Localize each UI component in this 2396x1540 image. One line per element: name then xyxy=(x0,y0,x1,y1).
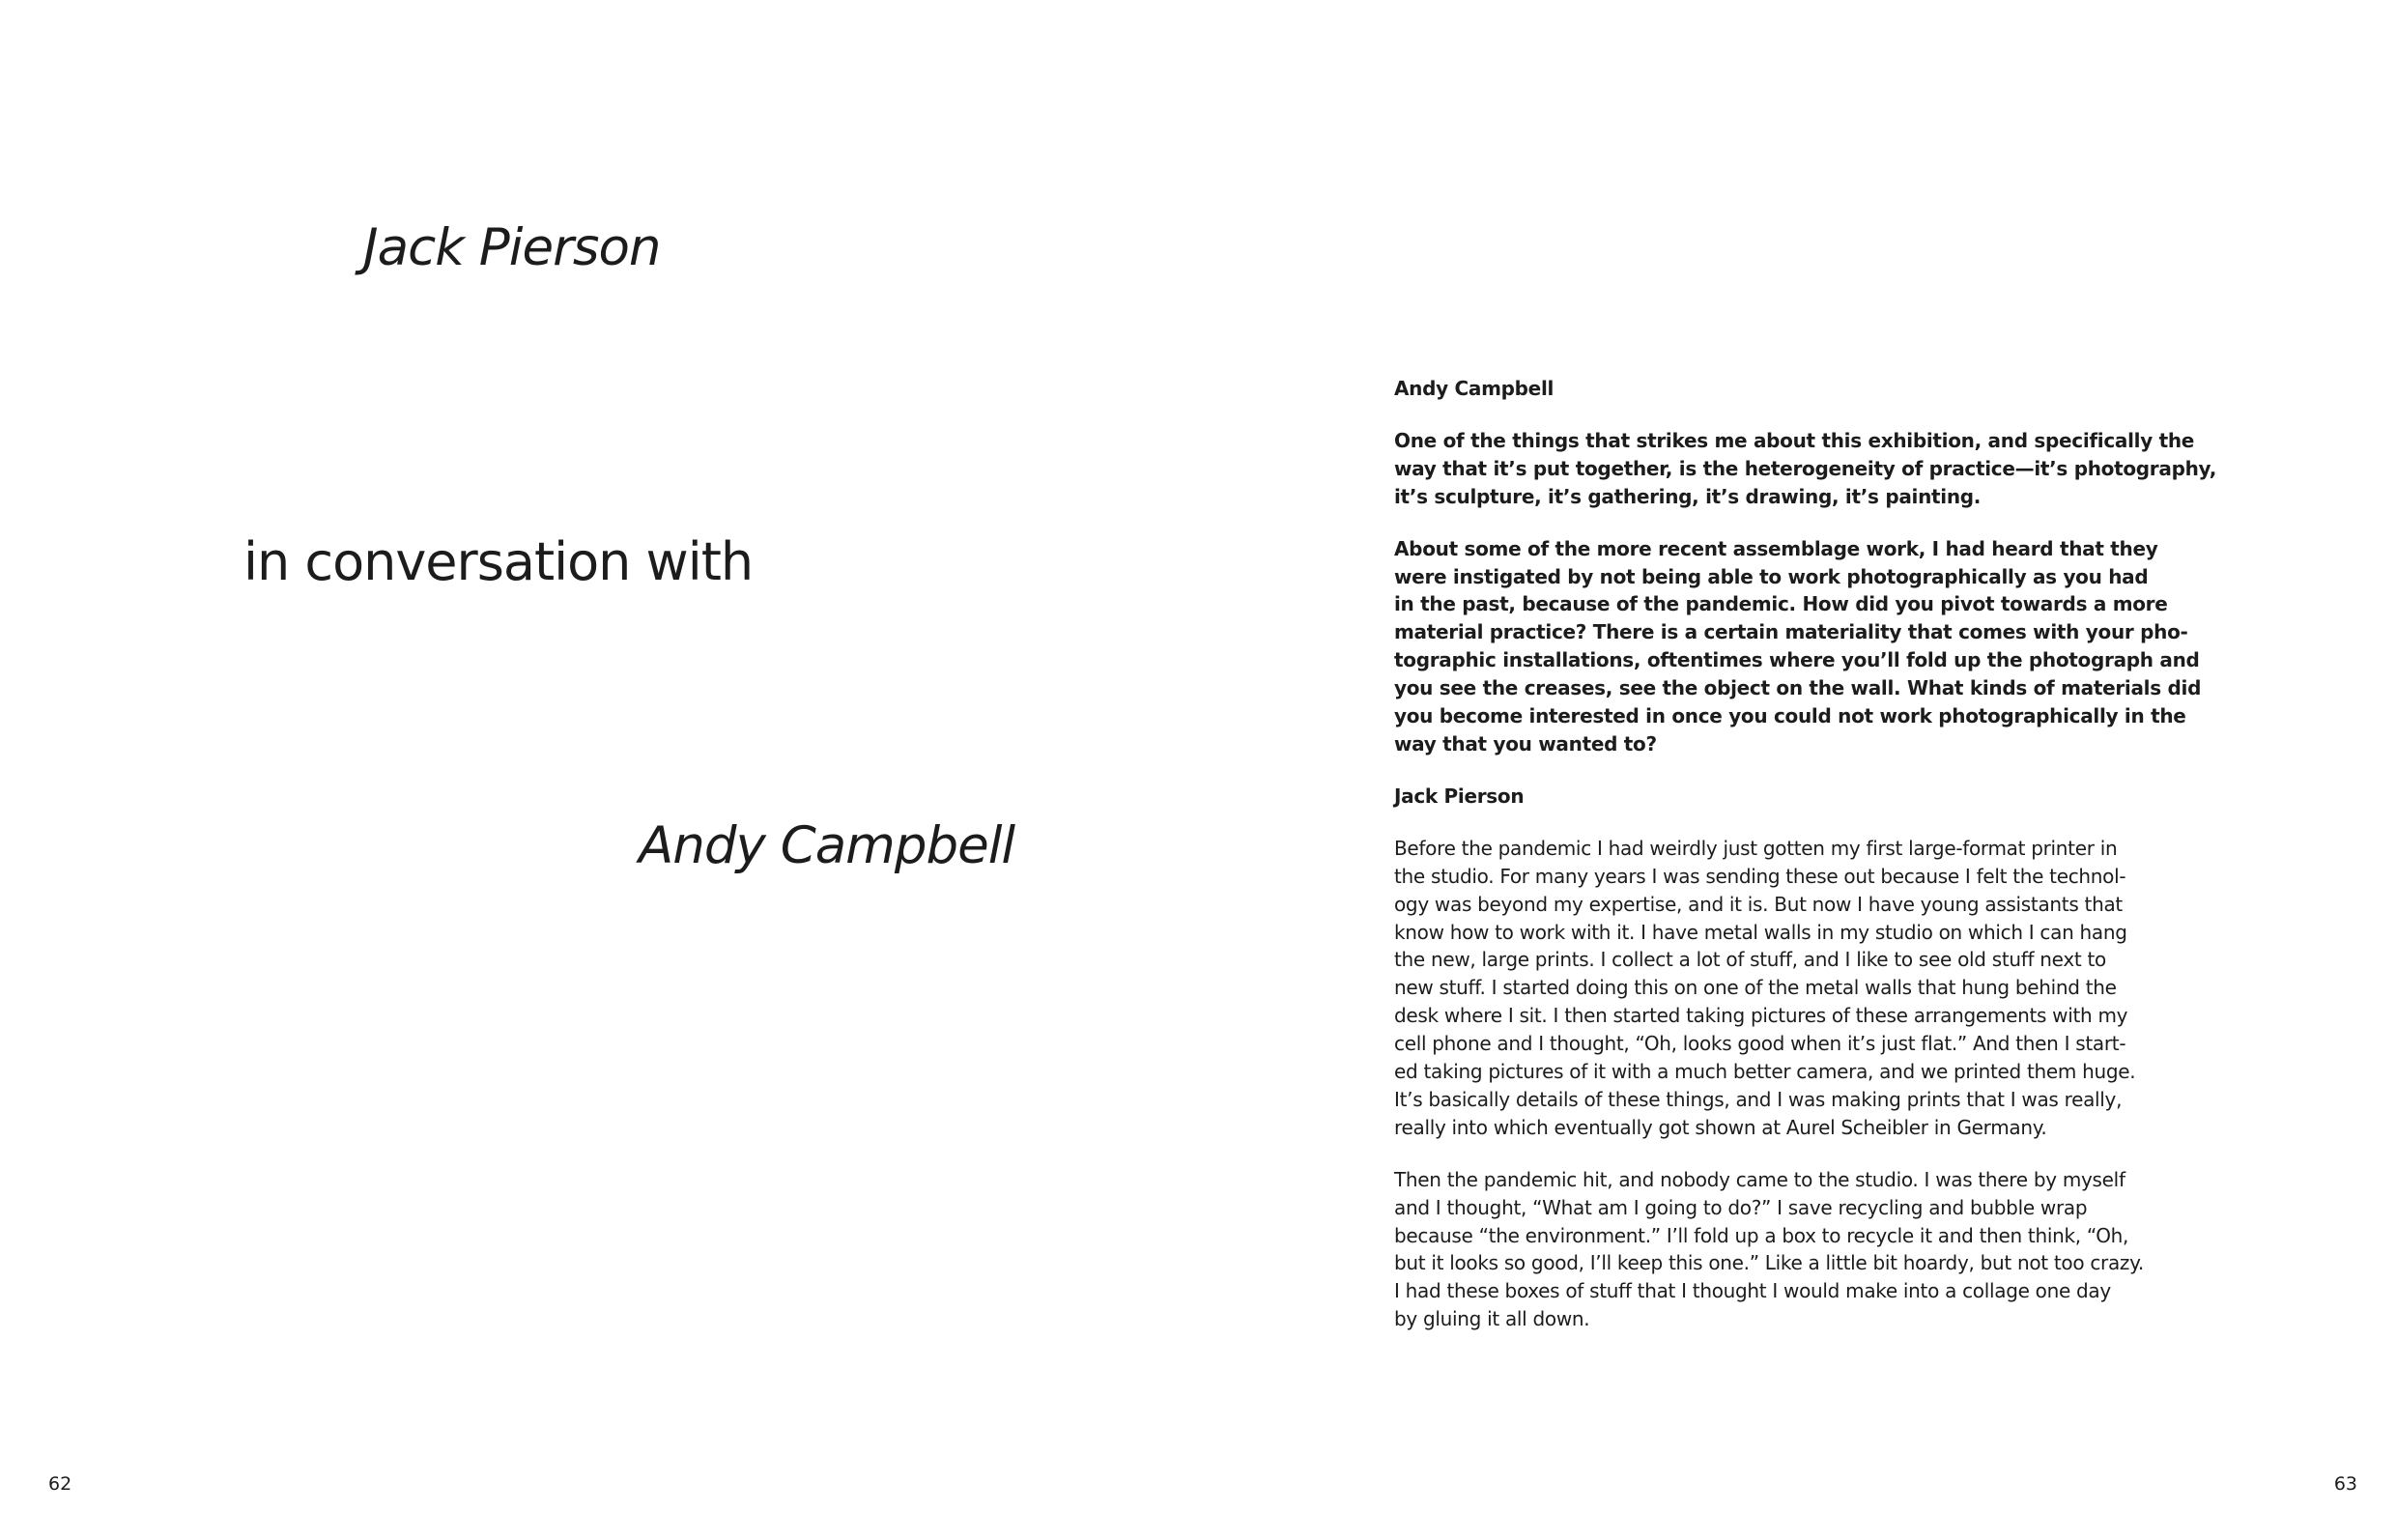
text-line: ogy was beyond my expertise, and it is. But now I have young assistants that xyxy=(1394,892,2123,916)
text-line: About some of the more recent assemblage work, I had heard that they xyxy=(1394,536,2158,560)
text-line: It’s basically details of these things, and I was making prints that I was really, xyxy=(1394,1087,2123,1111)
text-line: Then the pandemic hit, and nobody came to the studio. I was there by myself xyxy=(1394,1167,2125,1191)
title-connector: in conversation with xyxy=(243,531,754,592)
text-line: tographic installations, oftentimes where you’ll fold up the photograph and xyxy=(1394,648,2200,672)
interview-paragraph xyxy=(1394,835,2136,1142)
speaker-name xyxy=(1394,783,2090,811)
text-line: in the past, because of the pandemic. How did you pivot towards a more xyxy=(1394,592,2168,616)
interview-paragraph xyxy=(1394,1166,2144,1333)
text-line: Before the pandemic I had weirdly just gotten my first large-format printer in xyxy=(1394,836,2118,860)
text-line: the studio. For many years I was sending these out because I felt the technol- xyxy=(1394,864,2126,888)
text-line: I had these boxes of stuff that I thought I would make into a collage one day xyxy=(1394,1279,2111,1303)
text-line: really into which eventually got shown at Aurel Scheibler in Germany. xyxy=(1394,1115,2047,1139)
text-line: by gluing it all down. xyxy=(1394,1307,1590,1331)
title-interviewer-name: Andy Campbell xyxy=(639,816,1015,875)
text-line: because “the environment.” I’ll fold up a box to recycle it and then think, “Oh, xyxy=(1394,1223,2129,1247)
text-line: cell phone and I thought, “Oh, looks good when it’s just flat.” And then I start- xyxy=(1394,1032,2126,1056)
text-line: ed taking pictures of it with a much better camera, and we printed them huge. xyxy=(1394,1060,2136,1084)
text-line: One of the things that strikes me about this exhibition, and specifically the xyxy=(1394,428,2195,452)
interview-paragraph xyxy=(1394,535,2202,758)
interview-paragraph xyxy=(1394,427,2217,511)
text-line: it’s sculpture, it’s gathering, it’s drawing, it’s painting. xyxy=(1394,484,1982,508)
text-line: know how to work with it. I have metal walls in my studio on which I can hang xyxy=(1394,920,2127,944)
text-line: new stuff. I started doing this on one of the metal walls that hung behind the xyxy=(1394,976,2117,1000)
text-line: material practice? There is a certain materiality that comes with your pho- xyxy=(1394,620,2188,644)
interview-text-column xyxy=(1394,375,2217,1357)
text-line: but it looks so good, I’ll keep this one.” Like a little bit hoardy, but not too crazy. xyxy=(1394,1251,2144,1275)
page-number-right: 63 xyxy=(2333,1473,2357,1495)
text-line: you become interested in once you could not work photographically in the xyxy=(1394,704,2186,728)
text-line: Jack Pierson xyxy=(1394,784,1525,808)
text-line: way that it’s put together, is the heterogeneity of practice—it’s photography, xyxy=(1394,456,2217,480)
speaker-name xyxy=(1394,375,2090,403)
text-line: were instigated by not being able to work photographically as you had xyxy=(1394,564,2149,588)
text-line: desk where I sit. I then started taking pictures of these arrangements with my xyxy=(1394,1004,2128,1028)
text-line: Andy Campbell xyxy=(1394,377,1555,400)
page-number-left: 62 xyxy=(48,1473,72,1495)
text-line: and I thought, “What am I going to do?” I save recycling and bubble wrap xyxy=(1394,1195,2088,1219)
text-line: you see the creases, see the object on the wall. What kinds of materials did xyxy=(1394,676,2202,700)
text-line: way that you wanted to? xyxy=(1394,731,1657,756)
title-artist-name: Jack Pierson xyxy=(363,218,661,277)
text-line: the new, large prints. I collect a lot of stuff, and I like to see old stuff next to xyxy=(1394,948,2106,972)
